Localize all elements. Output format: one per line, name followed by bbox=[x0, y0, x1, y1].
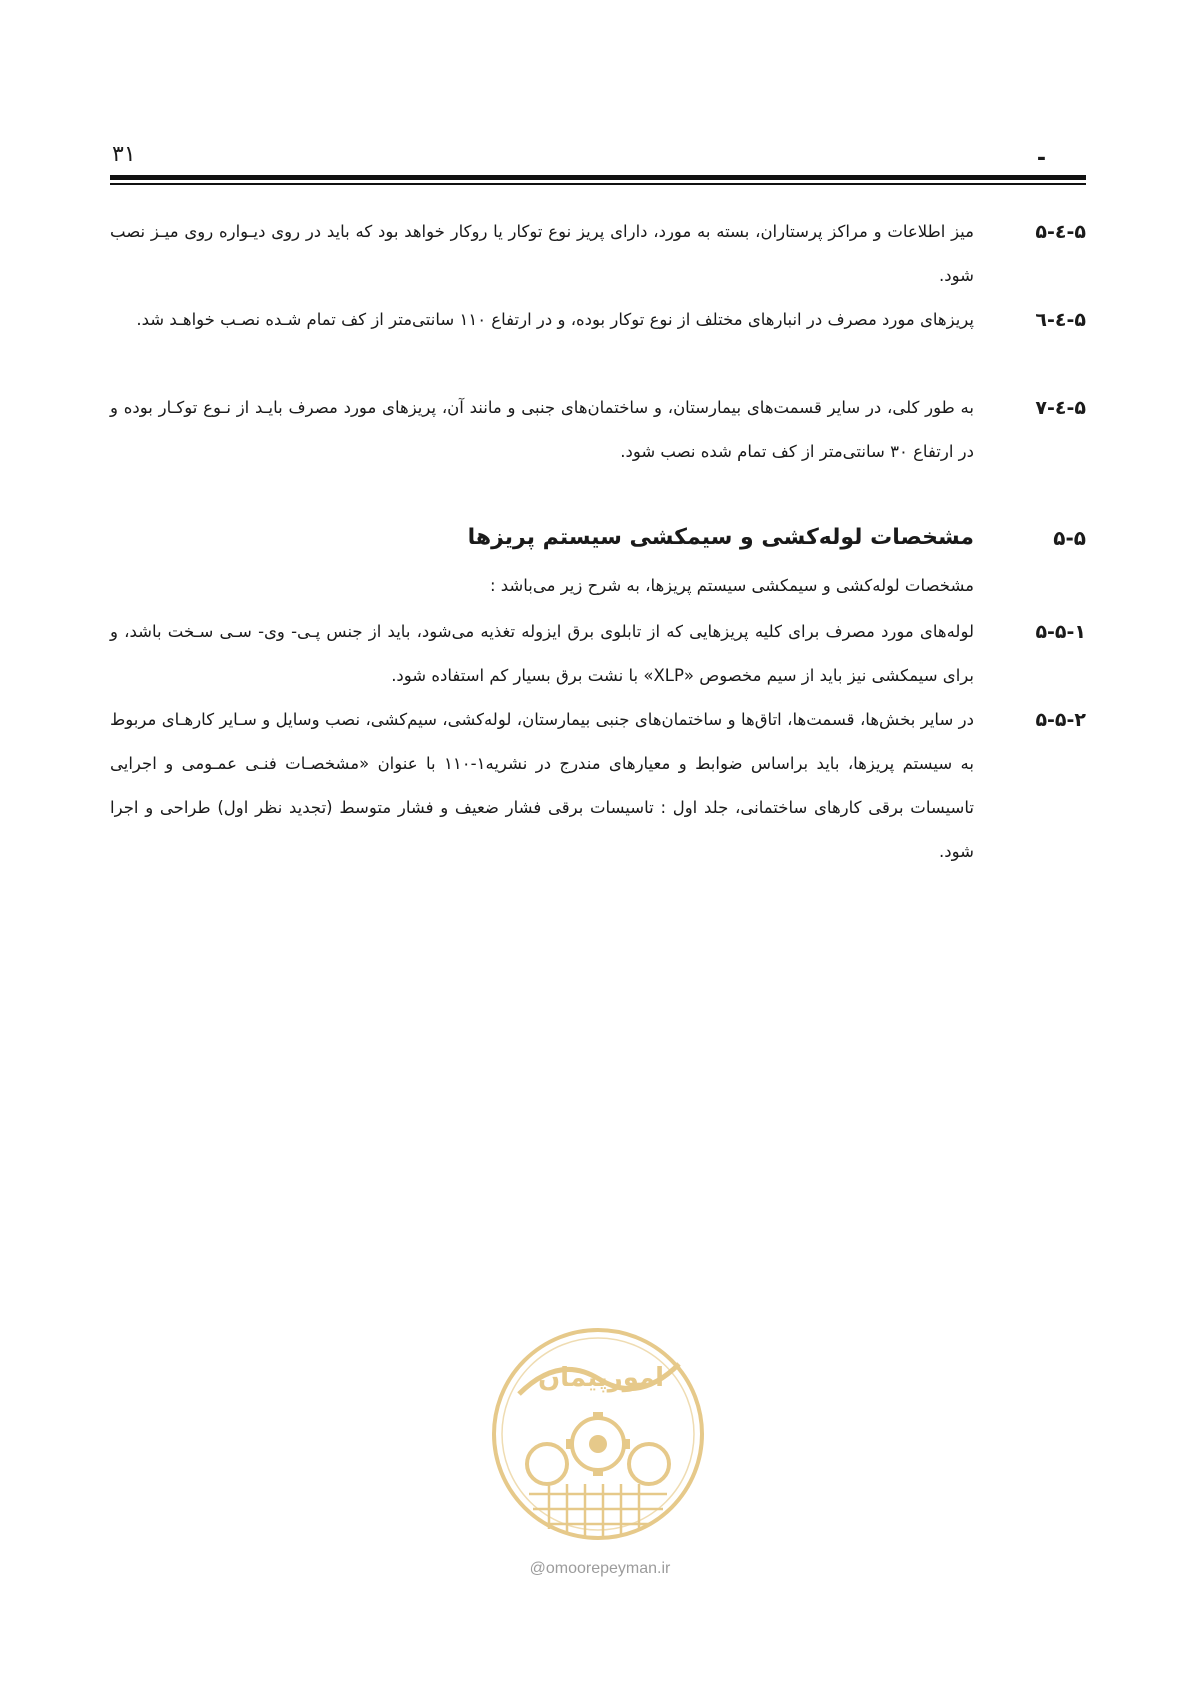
omoorepeyman-seal-logo bbox=[489, 1324, 707, 1544]
header-rule-thin bbox=[110, 183, 1086, 185]
page-header bbox=[110, 140, 1086, 180]
header-rule-thick bbox=[110, 175, 1086, 180]
seal-logo-text: امورپیمان bbox=[537, 1363, 665, 1393]
clause-number: ۵-٤-٦ bbox=[1035, 309, 1086, 331]
clause-5-5-2 bbox=[110, 698, 1086, 874]
section-heading bbox=[110, 516, 1086, 560]
clause-5-4-5 bbox=[110, 210, 1086, 298]
clause-number: ۵-٤-۵ bbox=[1035, 221, 1086, 243]
clause-text: به طور کلی، در سایر قسمت‌های بیمارستان، و ساختمان‌های جنبی و مانند آن، پریزهای مورد مصرف بایـد از نـوع توکـار بوده و در ارتفاع ۳۰ سانتی‌متر از کف تمام شده نصب شود. bbox=[110, 398, 974, 461]
clause-text: میز اطلاعات و مراکز پرستاران، بسته به مورد، دارای پریز نوع توکار یا روکار خواهد بود که باید در روی دیـواره روی میـز نصب شود. bbox=[110, 222, 974, 285]
clause-5-4-7 bbox=[110, 386, 1086, 474]
clause-number: ۵-۵-۲ bbox=[1035, 709, 1086, 731]
clause-number: ۵-۵-۱ bbox=[1035, 621, 1086, 643]
clause-text: در سایر بخش‌ها، قسمت‌ها، اتاق‌ها و ساختمان‌های جنبی بیمارستان، لوله‌کشی، سیم‌کشی، نصب وسایل و سـایر کارهـای مربوط به سیستم پریزها، باید براساس ضوابط و معیارهای مندرج در نشریه۱-۱۱۰ با عنوان «مشخصـات فنـی عمـومی و اجرایی تاسیسات برقی کارهای ساختمانی، جلد اول : تاسیسات برقی فشار ضعیف و فشار متوسط (تجدید نظر اول) طراحی و اجرا شود. bbox=[110, 710, 974, 861]
section-intro: مشخصات لوله‌کشی و سیمکشی سیستم پریزها، به شرح زیر می‌باشد : bbox=[489, 576, 974, 595]
clause-text: پریزهای مورد مصرف در انبارهای مختلف از نوع توکار بوده، و در ارتفاع ۱۱۰ سانتی‌متر از کف تمام شـده نصـب خواهـد شد. bbox=[136, 310, 974, 329]
section-number: ۵-۵ bbox=[1053, 526, 1086, 550]
clause-number: ۵-٤-۷ bbox=[1035, 397, 1086, 419]
clause-5-4-6 bbox=[110, 298, 1086, 342]
seal-url: @omoorepeyman.ir bbox=[529, 1560, 671, 1577]
page-number: ۳۱ bbox=[112, 142, 136, 167]
section-title: مشخصات لوله‌کشی و سیمکشی سیستم پریزها bbox=[467, 525, 974, 550]
header-dash: - bbox=[1036, 146, 1046, 171]
clause-text: لوله‌های مورد مصرف برای کلیه پریزهایی که از تابلوی برق ایزوله تغذیه می‌شود، باید از جنس پـی- وی- سـی سـخت باشد، و برای سیمکشی نیز باید از سیم مخصوص «XLP» با نشت برق بسیار کم استفاده شود. bbox=[110, 622, 974, 685]
clause-5-5-1 bbox=[110, 610, 1086, 698]
